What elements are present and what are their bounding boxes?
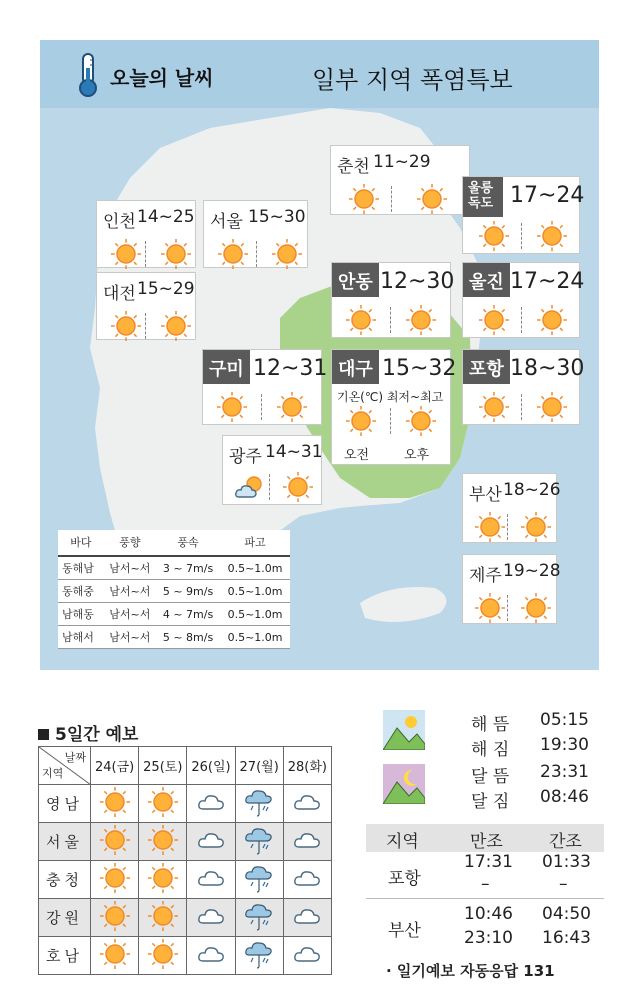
five-day-forecast-table	[38, 746, 332, 975]
forecast-region: 서울	[39, 823, 91, 861]
forecast-cell	[91, 937, 139, 975]
am-pm-divider	[507, 595, 508, 621]
city-name: 제주	[469, 566, 502, 586]
weather-map-panel	[40, 40, 599, 670]
forecast-header-row	[39, 747, 332, 785]
sunny-icon	[537, 392, 567, 422]
tide-header-low: 간조	[549, 832, 582, 852]
temp-range: 12~30	[380, 269, 455, 294]
table-row	[39, 861, 332, 899]
tide-low: 04:50	[542, 904, 591, 924]
sunny-icon	[537, 221, 567, 251]
am-pm-divider	[507, 514, 508, 540]
city-name: 춘천	[337, 157, 370, 177]
sea-area: 동해남	[58, 556, 104, 580]
forecast-cell	[187, 823, 235, 861]
wind-speed: 5 ~ 9m/s	[156, 580, 220, 603]
sunny-icon	[475, 593, 505, 623]
temp-range: 14~25	[137, 207, 195, 227]
forecast-cell	[283, 899, 331, 937]
sunny-icon	[349, 184, 379, 214]
am-pm-divider	[521, 223, 522, 249]
wind-speed: 4 ~ 7m/s	[156, 603, 220, 626]
sunny-icon	[406, 406, 436, 436]
sunny-icon	[346, 305, 376, 335]
day-header: 26(일)	[187, 747, 235, 785]
forecast-cell	[91, 861, 139, 899]
sunny-icon	[100, 939, 130, 973]
sea-header-speed: 풍속	[156, 530, 220, 556]
sunny-icon	[100, 863, 130, 897]
city-card-jeju	[462, 554, 561, 624]
sea-area: 남해서	[58, 626, 104, 649]
sea-header-wave: 파고	[220, 530, 290, 556]
sunrise-time: 05:15	[540, 710, 589, 730]
city-card-gumi	[202, 349, 328, 425]
city-card-busan	[462, 473, 561, 543]
wave-height: 0.5~1.0m	[220, 626, 290, 649]
forecast-hotline: · 일기예보 자동응답 131	[386, 962, 555, 980]
tide-header-high: 만조	[470, 832, 503, 852]
am-pm-divider	[390, 307, 391, 333]
forecast-cell	[91, 785, 139, 823]
partly-cloudy-icon	[235, 472, 265, 502]
pm-label: 오후	[404, 448, 430, 463]
day-header: 25(토)	[139, 747, 187, 785]
temp-range: 17~24	[510, 269, 585, 294]
temp-range: 11~29	[373, 152, 431, 172]
cloudy-icon	[292, 825, 322, 859]
am-pm-divider	[145, 313, 146, 339]
forecast-cell	[235, 861, 283, 899]
sunny-icon	[100, 787, 130, 821]
forecast-cell	[139, 899, 187, 937]
cloudy-icon	[196, 863, 226, 897]
app-title: 오늘의 날씨	[110, 66, 214, 90]
forecast-cell	[283, 785, 331, 823]
city-card-ulleung	[462, 176, 585, 254]
city-card-uljin	[462, 262, 585, 338]
am-pm-divider	[390, 408, 391, 434]
sunny-icon	[479, 392, 509, 422]
sunrise-label: 해 뜸	[471, 715, 510, 735]
sunny-icon	[475, 512, 505, 542]
sunny-icon	[277, 392, 307, 422]
temp-range: 17~24	[510, 183, 585, 208]
tide-low: –	[559, 874, 568, 894]
wave-height: 0.5~1.0m	[220, 603, 290, 626]
city-tag: 안동	[332, 263, 379, 297]
city-tag: 대구	[332, 350, 379, 384]
cloudy-icon	[292, 863, 322, 897]
sunny-icon	[100, 825, 130, 859]
cloudy-icon	[292, 787, 322, 821]
moonrise-time: 23:31	[540, 762, 589, 782]
temp-range: 18~30	[510, 356, 585, 381]
city-card-incheon	[96, 200, 196, 268]
forecast-region: 호남	[39, 937, 91, 975]
wind-direction: 남서~서	[104, 626, 156, 649]
forecast-cell	[139, 785, 187, 823]
sea-area: 남해동	[58, 603, 104, 626]
city-name: 인천	[103, 212, 136, 232]
forecast-region: 강원	[39, 899, 91, 937]
sunset-time: 19:30	[540, 735, 589, 755]
sunrise-icon	[383, 710, 425, 750]
forecast-cell	[283, 937, 331, 975]
cloudy-icon	[196, 939, 226, 973]
tide-region: 포항	[388, 869, 421, 889]
city-tag: 울진	[463, 263, 510, 297]
sunny-icon	[148, 939, 178, 973]
forecast-cell	[187, 937, 235, 975]
tide-high: –	[481, 874, 490, 894]
rain-umbrella-icon	[244, 825, 274, 859]
city-card-gwangju	[222, 435, 322, 505]
sunny-icon	[521, 593, 551, 623]
sunny-icon	[148, 863, 178, 897]
temp-range: 15~32	[382, 356, 457, 381]
forecast-cell	[187, 861, 235, 899]
rain-umbrella-icon	[244, 787, 274, 821]
tide-high: 10:46	[464, 904, 513, 924]
tide-region: 부산	[388, 921, 421, 941]
am-pm-divider	[521, 394, 522, 420]
forecast-cell	[235, 937, 283, 975]
am-pm-divider	[145, 241, 146, 267]
wave-height: 0.5~1.0m	[220, 556, 290, 580]
city-name: 부산	[469, 485, 502, 505]
table-row	[58, 626, 290, 649]
city-tag: 울릉 독도	[463, 177, 503, 217]
forecast-cell	[235, 823, 283, 861]
corner-region-label: 지역	[42, 767, 64, 780]
forecast-cell	[283, 861, 331, 899]
city-tag: 포항	[463, 350, 510, 384]
moonrise-label: 달 뜸	[471, 767, 510, 787]
table-row	[39, 823, 332, 861]
cloudy-icon	[196, 787, 226, 821]
forecast-cell	[187, 899, 235, 937]
tide-high: 17:31	[464, 852, 513, 872]
table-row	[39, 785, 332, 823]
wind-direction: 남서~서	[104, 580, 156, 603]
tide-high: 23:10	[464, 928, 513, 948]
forecast-region: 영남	[39, 785, 91, 823]
forecast-title	[38, 720, 138, 745]
am-pm-divider	[269, 474, 270, 500]
table-row	[58, 580, 290, 603]
sunny-icon	[272, 239, 302, 269]
table-row	[39, 899, 332, 937]
city-card-seoul	[203, 200, 308, 268]
forecast-cell	[91, 823, 139, 861]
sunny-icon	[148, 787, 178, 821]
forecast-cell	[187, 785, 235, 823]
sunset-label: 해 짐	[471, 740, 510, 760]
rain-umbrella-icon	[244, 939, 274, 973]
am-label: 오전	[344, 448, 370, 463]
sunny-icon	[537, 305, 567, 335]
city-card-daegu	[331, 349, 457, 465]
rain-umbrella-icon	[244, 863, 274, 897]
wind-direction: 남서~서	[104, 556, 156, 580]
sunny-icon	[406, 305, 436, 335]
cloudy-icon	[196, 901, 226, 935]
tide-header-region: 지역	[386, 832, 419, 852]
city-card-daejeon	[96, 272, 196, 340]
moonset-label: 달 짐	[471, 792, 510, 812]
moonset-time: 08:46	[540, 787, 589, 807]
sunny-icon	[148, 901, 178, 935]
panel-header	[40, 40, 599, 108]
day-header: 28(화)	[283, 747, 331, 785]
city-card-andong	[331, 262, 455, 338]
wind-speed: 3 ~ 7m/s	[156, 556, 220, 580]
sunny-icon	[218, 239, 248, 269]
temp-range: 18~26	[503, 480, 561, 500]
sunny-icon	[161, 311, 191, 341]
sunny-icon	[148, 825, 178, 859]
city-tag: 구미	[203, 350, 250, 384]
temp-range: 15~30	[248, 207, 306, 227]
sunny-icon	[346, 406, 376, 436]
forecast-cell	[139, 861, 187, 899]
forecast-cell	[283, 823, 331, 861]
am-pm-divider	[261, 394, 262, 420]
sea-header-area: 바다	[58, 530, 104, 556]
moonrise-icon	[383, 764, 425, 804]
thermometer-icon	[74, 52, 102, 98]
am-pm-divider	[256, 241, 257, 267]
sunny-icon	[417, 184, 447, 214]
tide-low: 01:33	[542, 852, 591, 872]
city-card-pohang	[462, 349, 585, 425]
city-name: 서울	[210, 212, 243, 232]
table-row	[58, 603, 290, 626]
wind-direction: 남서~서	[104, 603, 156, 626]
forecast-region: 충청	[39, 861, 91, 899]
rain-umbrella-icon	[244, 901, 274, 935]
forecast-cell	[139, 823, 187, 861]
tide-divider	[366, 898, 604, 899]
am-pm-divider	[521, 307, 522, 333]
wave-height: 0.5~1.0m	[220, 580, 290, 603]
day-header: 27(월)	[235, 747, 283, 785]
forecast-cell	[91, 899, 139, 937]
forecast-cell	[139, 937, 187, 975]
table-row	[58, 556, 290, 580]
cloudy-icon	[196, 825, 226, 859]
sea-header-direction: 풍향	[104, 530, 156, 556]
corner-cell	[39, 747, 91, 785]
wind-speed: 5 ~ 8m/s	[156, 626, 220, 649]
forecast-title-text: 5일간 예보	[55, 725, 139, 745]
sunny-icon	[283, 472, 313, 502]
temp-legend-label: 기온(℃) 최저~최고	[337, 390, 444, 404]
temp-range: 19~28	[503, 561, 561, 581]
am-pm-divider	[391, 186, 392, 212]
table-row	[39, 937, 332, 975]
city-name: 대전	[103, 284, 136, 304]
sunny-icon	[100, 901, 130, 935]
headline: 일부 지역 폭염특보	[312, 66, 513, 94]
temp-range: 15~29	[137, 279, 195, 299]
cloudy-icon	[292, 939, 322, 973]
sunny-icon	[521, 512, 551, 542]
city-name: 광주	[229, 447, 262, 467]
sea-conditions-table	[58, 530, 290, 648]
sea-area: 동해중	[58, 580, 104, 603]
sunny-icon	[479, 305, 509, 335]
sunny-icon	[111, 311, 141, 341]
city-card-chuncheon	[330, 145, 470, 215]
sunny-icon	[217, 392, 247, 422]
forecast-cell	[235, 785, 283, 823]
temp-range: 14~31	[265, 442, 323, 462]
forecast-cell	[235, 899, 283, 937]
sunny-icon	[161, 239, 191, 269]
cloudy-icon	[292, 901, 322, 935]
sunny-icon	[479, 221, 509, 251]
day-header: 24(금)	[91, 747, 139, 785]
jeju-island	[360, 587, 446, 622]
sunny-icon	[111, 239, 141, 269]
corner-date-label: 날짜	[64, 751, 86, 764]
tide-low: 16:43	[542, 928, 591, 948]
temp-range: 12~31	[253, 356, 328, 381]
